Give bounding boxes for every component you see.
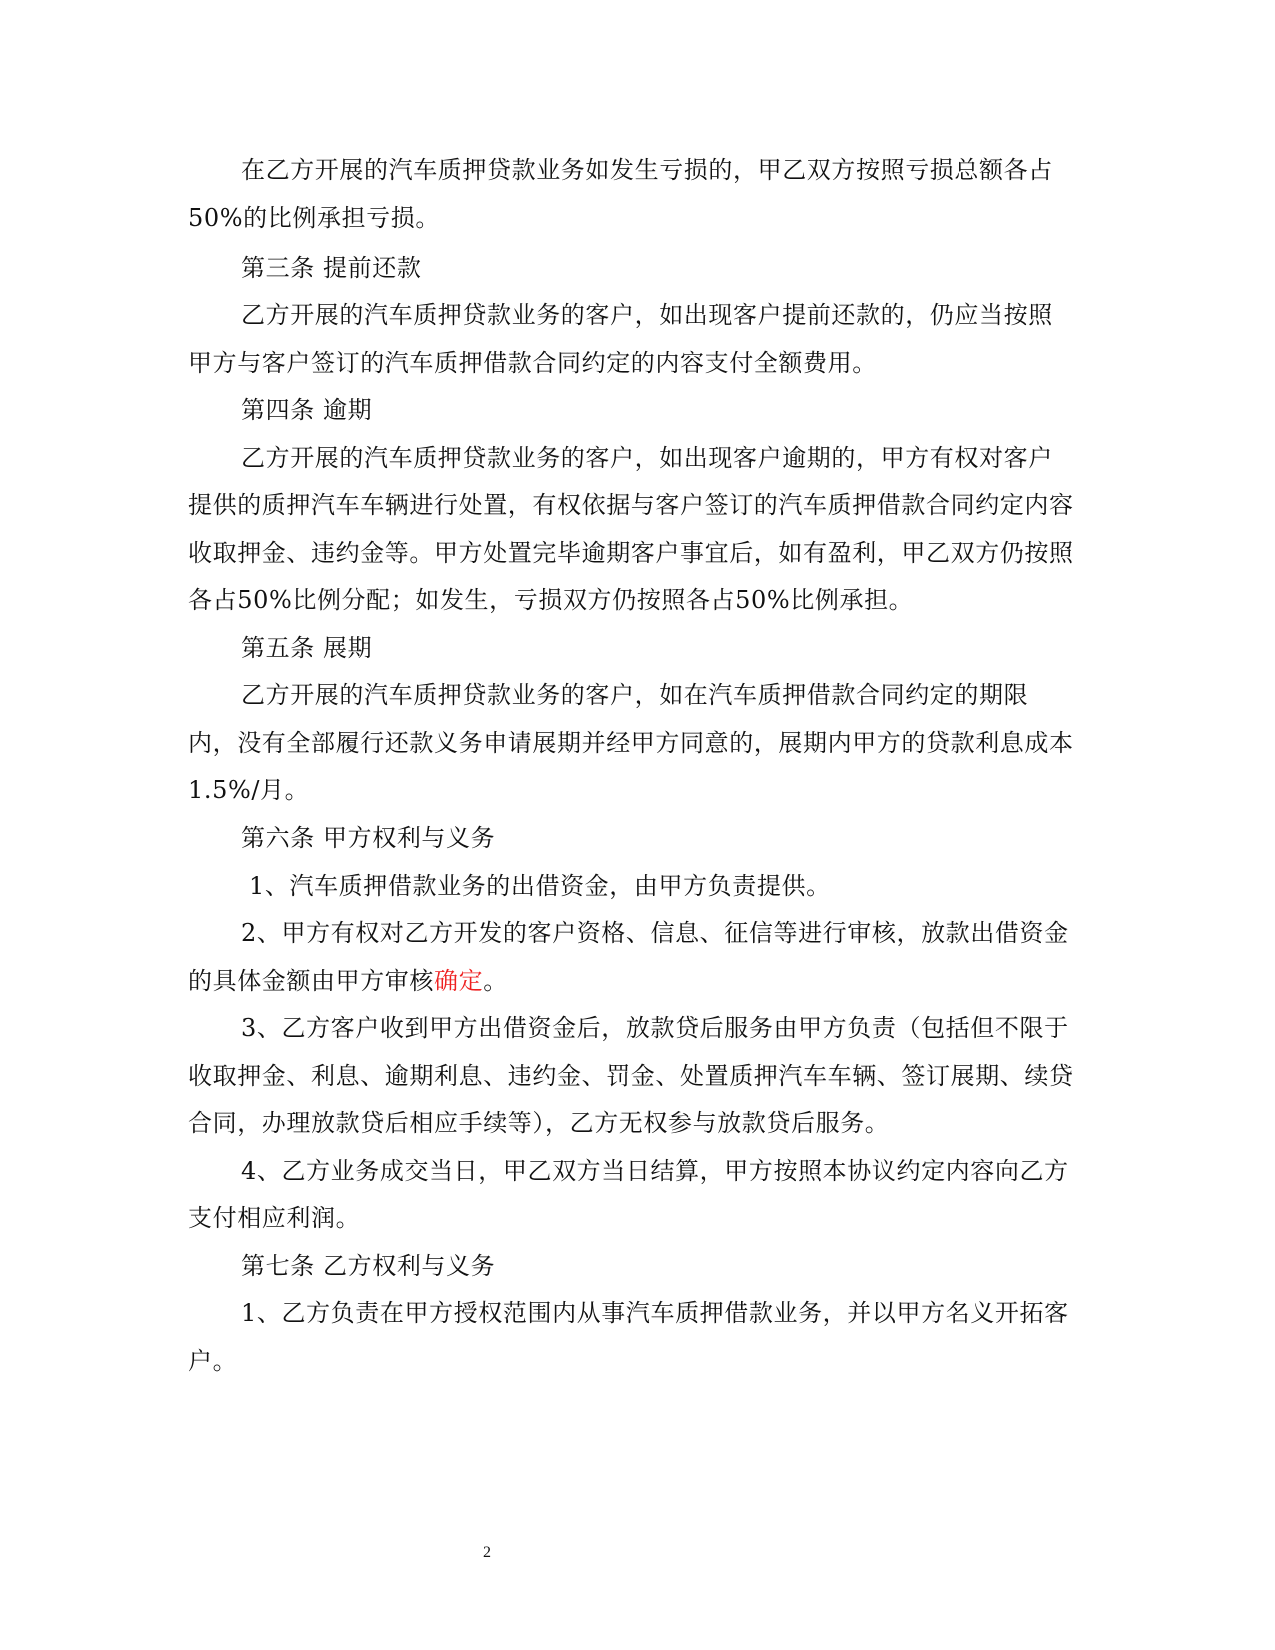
- list-item: 1、汽车质押借款业务的出借资金，由甲方负责提供。: [249, 872, 831, 900]
- paragraph-line: 乙方开展的汽车质押贷款业务的客户，如出现客户提前还款的，仍应当按照: [241, 301, 1053, 329]
- list-item: 1、乙方负责在甲方授权范围内从事汽车质押借款业务，并以甲方名义开拓客: [241, 1299, 1069, 1327]
- highlighted-text: 确定: [434, 967, 484, 995]
- paragraph-line: 甲方与客户签订的汽车质押借款合同约定的内容支付全额费用。: [188, 349, 877, 377]
- paragraph-line: 收取押金、利息、逾期利息、违约金、罚金、处置质押汽车车辆、签订展期、续贷: [188, 1062, 1074, 1090]
- paragraph-line: 50%的比例承担亏损。: [188, 204, 440, 232]
- paragraph-line: 各占50%比例分配；如发生，亏损双方仍按照各占50%比例承担。: [188, 586, 914, 614]
- paragraph-line: 提供的质押汽车车辆进行处置，有权依据与客户签订的汽车质押借款合同约定内容: [188, 491, 1074, 519]
- paragraph-line: 乙方开展的汽车质押贷款业务的客户，如出现客户逾期的，甲方有权对客户: [241, 444, 1053, 472]
- list-item: 3、乙方客户收到甲方出借资金后，放款贷后服务由甲方负责（包括但不限于: [241, 1014, 1069, 1042]
- paragraph-text: 的具体金额由甲方审核: [188, 967, 434, 995]
- paragraph-line: 收取押金、违约金等。甲方处置完毕逾期客户事宜后，如有盈利，甲乙双方仍按照: [188, 539, 1074, 567]
- paragraph-line: [188, 966, 508, 996]
- article-heading: 第三条 提前还款: [241, 254, 422, 282]
- paragraph-line: 户。: [188, 1347, 238, 1375]
- article-heading: 第六条 甲方权利与义务: [241, 824, 496, 852]
- article-heading: 第四条 逾期: [241, 396, 373, 424]
- paragraph-line: 合同，办理放款贷后相应手续等），乙方无权参与放款贷后服务。: [188, 1109, 890, 1137]
- paragraph-line: 乙方开展的汽车质押贷款业务的客户，如在汽车质押借款合同约定的期限: [241, 681, 1029, 709]
- paragraph-line: 在乙方开展的汽车质押贷款业务如发生亏损的，甲乙双方按照亏损总额各占: [241, 156, 1053, 184]
- article-heading: 第五条 展期: [241, 634, 373, 662]
- paragraph-line: 内，没有全部履行还款义务申请展期并经甲方同意的，展期内甲方的贷款利息成本: [188, 729, 1074, 757]
- article-heading: 第七条 乙方权利与义务: [241, 1252, 496, 1280]
- paragraph-punctuation: 。: [483, 967, 508, 995]
- list-item: 2、甲方有权对乙方开发的客户资格、信息、征信等进行审核，放款出借资金: [241, 919, 1069, 947]
- paragraph-line: 1.5%/月。: [188, 776, 310, 804]
- paragraph-line: 支付相应利润。: [188, 1204, 361, 1232]
- list-item: 4、乙方业务成交当日，甲乙双方当日结算，甲方按照本协议约定内容向乙方: [241, 1157, 1069, 1185]
- page-number: 2: [483, 1544, 491, 1561]
